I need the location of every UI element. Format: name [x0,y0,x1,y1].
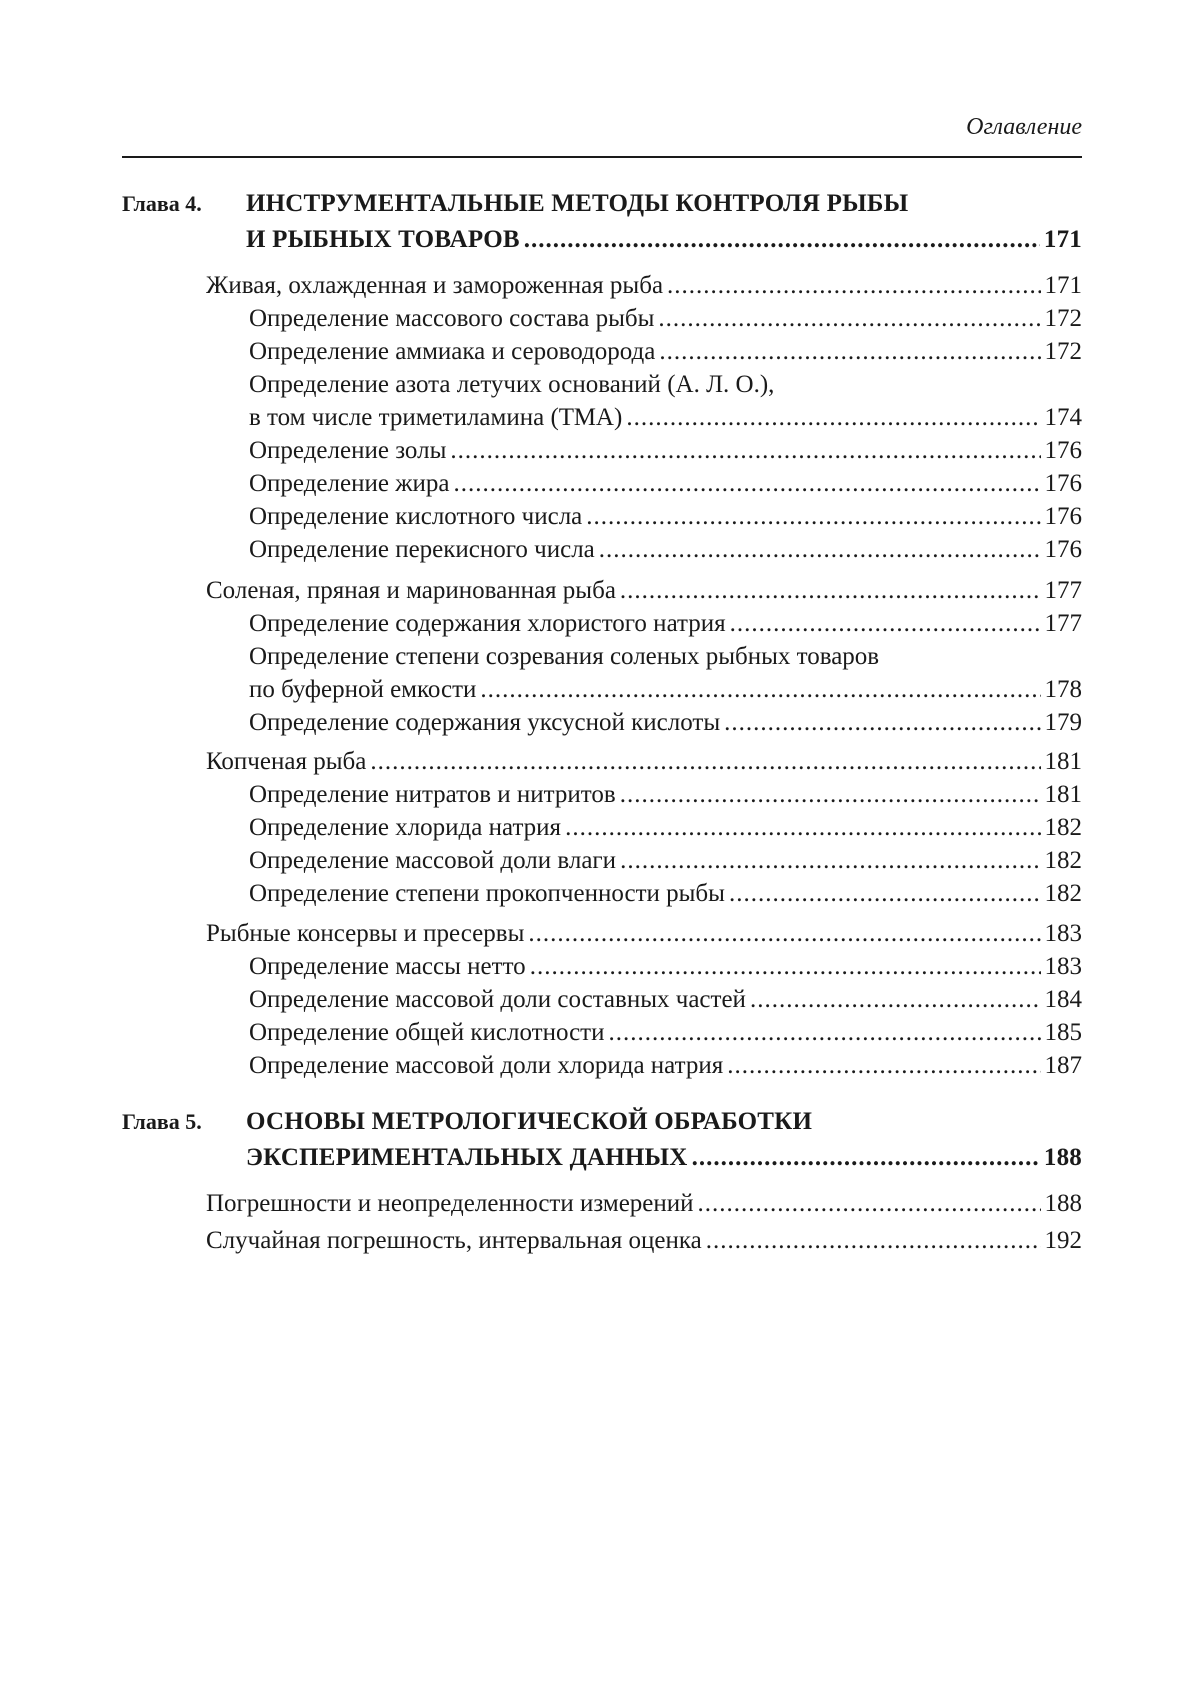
toc-section-entry [206,575,1082,607]
chapter-title [246,186,1082,258]
toc-subsection-entry [249,501,1082,533]
entry-text: Погрешности и неопределенности измерений [206,1190,694,1217]
leader-dots [698,1188,1041,1220]
toc-subsection-entry [249,779,1082,811]
chapter-4-heading [122,186,1082,258]
toc-subsection-entry [249,845,1082,877]
toc-subsection-entry [249,951,1082,983]
chapter-title-line-with-page [246,1140,1082,1176]
page-number: 187 [1044,1052,1082,1079]
entry-text: Определение общей кислотности [249,1019,605,1046]
page-number: 188 [1043,1144,1082,1171]
entry-text: Определение массы нетто [249,953,526,980]
entry-text: Определение содержания хлористого натрия [249,610,726,637]
leader-dots [692,1140,1040,1176]
leader-dots [599,534,1041,566]
page-number: 188 [1044,1190,1082,1217]
leader-dots [608,1017,1040,1049]
leader-dots [480,674,1040,706]
toc-subsection-entry [249,674,1082,706]
entry-text: Соленая, пряная и маринованная рыба [206,577,616,604]
leader-dots [524,222,1040,258]
entry-text: Определение содержания уксусной кислоты [249,709,721,736]
toc-section-entry [206,1188,1082,1220]
page-number: 176 [1044,536,1082,563]
entry-text: Живая, охлажденная и замороженная рыба [206,272,664,299]
chapter-title-line: ИНСТРУМЕНТАЛЬНЫЕ МЕТОДЫ КОНТРОЛЯ РЫБЫ [246,190,909,217]
page-number: 183 [1044,953,1082,980]
entry-text: Определение массовой доли влаги [249,847,617,874]
leader-dots [727,1050,1040,1082]
toc-subsection-entry [249,435,1082,467]
toc-section-entry [206,270,1082,302]
toc-subsection-entry [249,984,1082,1016]
running-head: Оглавление [966,114,1082,140]
leader-dots [370,746,1040,778]
entry-text: Копченая рыба [206,748,367,775]
leader-dots [565,812,1040,844]
page-number: 174 [1044,404,1082,431]
chapter-5-heading [122,1104,1082,1176]
entry-text: по буферной емкости [249,676,477,703]
leader-dots [626,402,1040,434]
leader-dots [453,468,1040,500]
toc-subsection-entry [249,878,1082,910]
page-number: 177 [1044,577,1082,604]
header-rule [122,156,1082,158]
toc-subsection-entry-line: Определение степени созревания соленых рыбных товаров [249,643,880,670]
page-number: 179 [1044,709,1082,736]
toc-subsection-entry [249,707,1082,739]
leader-dots [620,779,1041,811]
page-number: 182 [1044,880,1082,907]
page-number: 192 [1044,1227,1082,1254]
page-number: 177 [1044,610,1082,637]
chapter-number: Глава 4. [122,191,202,216]
entry-text: Случайная погрешность, интервальная оценка [206,1227,702,1254]
entry-text: Определение жира [249,470,450,497]
page-number: 184 [1044,986,1082,1013]
entry-text: Определение хлорида натрия [249,814,562,841]
entry-text: Рыбные консервы и пресервы [206,920,525,947]
page-number: 176 [1044,437,1082,464]
entry-text: Определение перекисного числа [249,536,595,563]
toc-section-entry [206,1225,1082,1257]
page-number: 171 [1043,226,1082,253]
page-number: 183 [1044,920,1082,947]
page-number: 181 [1044,748,1082,775]
page-number: 182 [1044,847,1082,874]
page-number: 182 [1044,814,1082,841]
chapter-number: Глава 5. [122,1109,202,1134]
entry-text: Определение аммиака и сероводорода [249,338,656,365]
chapter-title-line: ЭКСПЕРИМЕНТАЛЬНЫХ ДАННЫХ [246,1144,688,1171]
page-number: 172 [1044,305,1082,332]
page-number: 172 [1044,338,1082,365]
entry-text: Определение массового состава рыбы [249,305,655,332]
toc-subsection-entry [249,534,1082,566]
toc-section-entry [206,746,1082,778]
leader-dots [620,575,1041,607]
page-number: 176 [1044,503,1082,530]
page-number: 176 [1044,470,1082,497]
leader-dots [658,303,1040,335]
toc-subsection-entry [249,1017,1082,1049]
leader-dots [750,984,1041,1016]
page-number: 171 [1044,272,1082,299]
leader-dots [530,951,1041,983]
toc-subsection-entry [249,812,1082,844]
leader-dots [620,845,1040,877]
leader-dots [667,270,1040,302]
toc-section-entry [206,918,1082,950]
toc-subsection-entry [249,303,1082,335]
toc-subsection-entry [249,608,1082,640]
leader-dots [659,336,1040,368]
entry-text: Определение степени прокопченности рыбы [249,880,725,907]
toc-subsection-entry-line: Определение азота летучих оснований (А. Л. О.), [249,371,775,398]
entry-text: Определение массовой доли составных частей [249,986,746,1013]
chapter-title [246,1104,1082,1176]
leader-dots [724,707,1040,739]
leader-dots [706,1225,1041,1257]
leader-dots [450,435,1040,467]
entry-text: Определение кислотного числа [249,503,583,530]
toc-subsection-entry [249,336,1082,368]
page-number: 185 [1044,1019,1082,1046]
entry-text: в том числе триметиламина (ТМА) [249,404,623,431]
page-number: 181 [1044,781,1082,808]
entry-text: Определение нитратов и нитритов [249,781,616,808]
chapter-title-line-with-page [246,222,1082,258]
entry-text: Определение массовой доли хлорида натрия [249,1052,724,1079]
toc-subsection-entry [249,468,1082,500]
leader-dots [528,918,1040,950]
chapter-title-line: ОСНОВЫ МЕТРОЛОГИЧЕСКОЙ ОБРАБОТКИ [246,1108,813,1135]
chapter-title-line: И РЫБНЫХ ТОВАРОВ [246,226,520,253]
toc-subsection-entry [249,1050,1082,1082]
leader-dots [729,878,1041,910]
toc-subsection-entry [249,402,1082,434]
page-number: 178 [1044,676,1082,703]
leader-dots [586,501,1040,533]
leader-dots [730,608,1041,640]
entry-text: Определение золы [249,437,447,464]
